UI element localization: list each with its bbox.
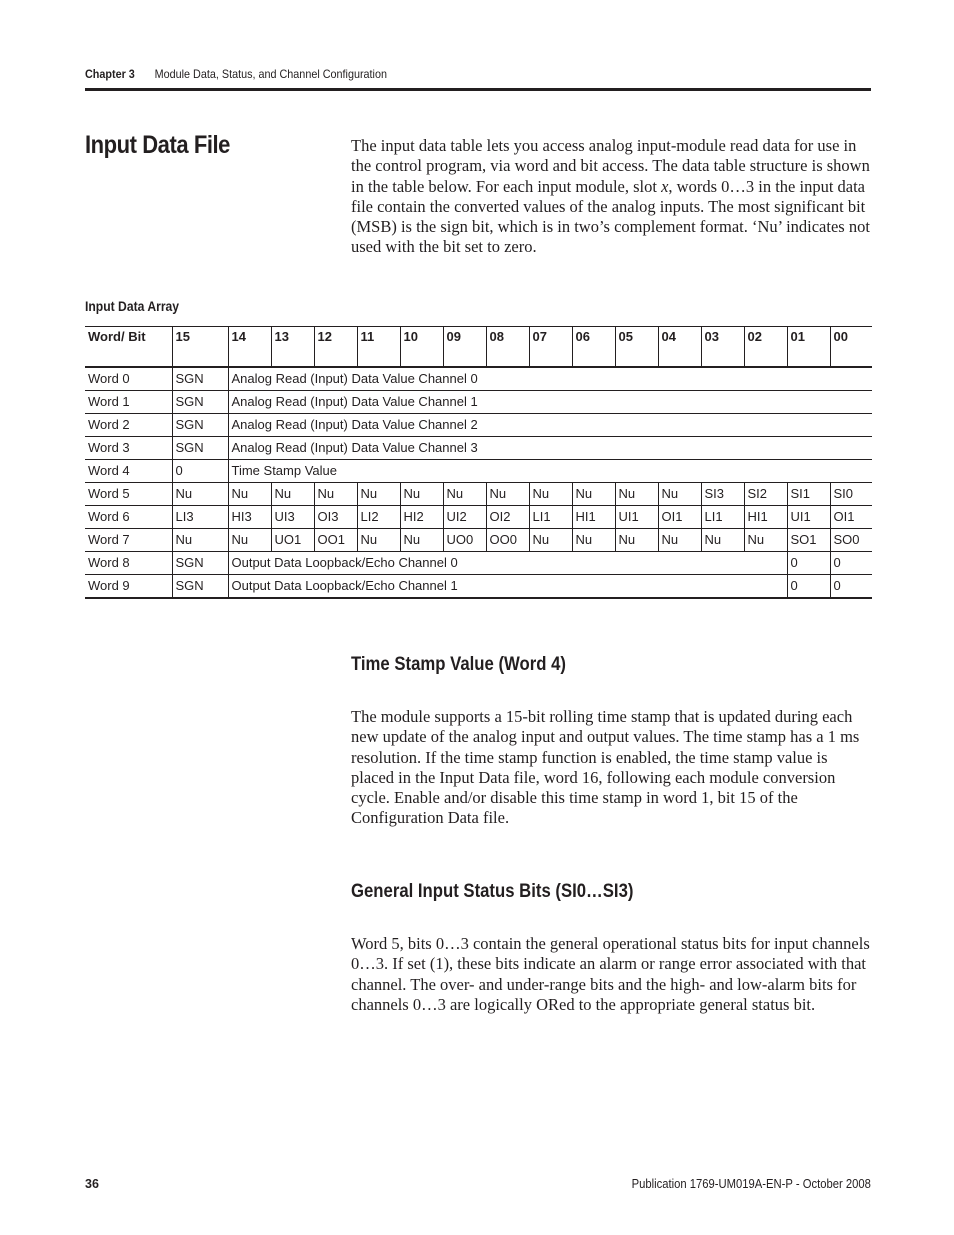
table-cell: HI3 — [228, 506, 271, 529]
chapter-title: Module Data, Status, and Channel Configuration — [154, 67, 387, 81]
table-cell: Nu — [529, 529, 572, 552]
table-cell: UI3 — [271, 506, 314, 529]
table-cell: Nu — [744, 529, 787, 552]
row-label-cell: Word 8 — [85, 552, 172, 575]
header-cell-bit: 00 — [830, 327, 872, 368]
header-cell-bit: 01 — [787, 327, 830, 368]
intro-paragraph — [351, 136, 871, 258]
header-cell-bit: 12 — [314, 327, 357, 368]
table-cell: 0 — [830, 552, 872, 575]
table-cell: SO0 — [830, 529, 872, 552]
row-label-cell: Word 0 — [85, 367, 172, 391]
table-row — [85, 437, 872, 460]
table-cell: OI3 — [314, 506, 357, 529]
table-cell: SGN — [172, 367, 228, 391]
chapter-label: Chapter 3 — [85, 67, 135, 81]
table-body — [85, 367, 872, 598]
header-cell-bit: 07 — [529, 327, 572, 368]
table-cell: Analog Read (Input) Data Value Channel 2 — [228, 414, 872, 437]
header-cell-bit: 11 — [357, 327, 400, 368]
table-cell: SGN — [172, 552, 228, 575]
intro-slot-variable: x — [661, 176, 669, 196]
header-cell-bit: 05 — [615, 327, 658, 368]
table-cell: 0 — [787, 575, 830, 599]
row-label-cell: Word 1 — [85, 391, 172, 414]
table-cell: UI1 — [787, 506, 830, 529]
table-cell: OO0 — [486, 529, 529, 552]
table-cell: OI1 — [658, 506, 701, 529]
row-label-cell: Word 6 — [85, 506, 172, 529]
table-cell: Output Data Loopback/Echo Channel 1 — [228, 575, 787, 599]
header-cell-bit: 08 — [486, 327, 529, 368]
table-cell: OI1 — [830, 506, 872, 529]
table-cell: Nu — [357, 529, 400, 552]
table-cell: Nu — [658, 483, 701, 506]
table-cell: UI1 — [615, 506, 658, 529]
table-cell: SGN — [172, 575, 228, 599]
header-cell-word-bit: Word/ Bit — [85, 327, 172, 368]
header-cell-bit: 02 — [744, 327, 787, 368]
row-label-cell: Word 9 — [85, 575, 172, 599]
intro-text-1: The input data table lets you access analog input-module read data for use in the control program, via word and bit access. The data table structure is shown in the table below. For each input module, slot — [351, 136, 870, 196]
table-cell: Nu — [357, 483, 400, 506]
table-cell: Nu — [314, 483, 357, 506]
table-cell: SGN — [172, 414, 228, 437]
general-status-heading: General Input Status Bits (SI0…SI3) — [351, 881, 634, 902]
header-row — [85, 327, 872, 368]
table-cell: Nu — [572, 529, 615, 552]
row-label-cell: Word 5 — [85, 483, 172, 506]
table-cell: LI1 — [701, 506, 744, 529]
table-cell: UO1 — [271, 529, 314, 552]
table-cell: Nu — [172, 529, 228, 552]
table-cell: Nu — [615, 483, 658, 506]
publication-info: Publication 1769-UM019A-EN-P - October 2008 — [631, 1177, 871, 1191]
intro-text-2: , words 0…3 in the input data file contain the converted values of the analog inputs. The most significant bit (MSB) is the sign bit, which is in two’s complement format. ‘Nu’ indicates not used with the bit set to zero. — [351, 176, 870, 257]
header-cell-bit: 03 — [701, 327, 744, 368]
table-cell: Nu — [572, 483, 615, 506]
timestamp-heading: Time Stamp Value (Word 4) — [351, 654, 566, 675]
page-number: 36 — [85, 1177, 99, 1191]
table-cell: LI2 — [357, 506, 400, 529]
table-cell: Nu — [400, 529, 443, 552]
table-cell: Analog Read (Input) Data Value Channel 3 — [228, 437, 872, 460]
table-cell: Time Stamp Value — [228, 460, 872, 483]
table-cell: Nu — [400, 483, 443, 506]
table-row — [85, 575, 872, 599]
header-cell-bit: 04 — [658, 327, 701, 368]
table-cell: HI1 — [744, 506, 787, 529]
table-cell: SI0 — [830, 483, 872, 506]
table-cell: Nu — [701, 529, 744, 552]
row-label-cell: Word 4 — [85, 460, 172, 483]
table-row — [85, 414, 872, 437]
timestamp-paragraph: The module supports a 15-bit rolling time stamp that is updated during each new update of the analog input and output values. The time stamp has a 1 ms resolution. If the time stamp function is enabled, the time stamp value is placed in the Input Data file, word 16, following each module conversion cycle. Enable and/or disable this time stamp in word 1, bit 15 of the Configuration Data file. — [351, 707, 860, 828]
table-cell: HI2 — [400, 506, 443, 529]
table-cell: Nu — [228, 483, 271, 506]
table-cell: Nu — [486, 483, 529, 506]
table-cell: UO0 — [443, 529, 486, 552]
table-row — [85, 460, 872, 483]
table-cell: SGN — [172, 437, 228, 460]
table-cell: OI2 — [486, 506, 529, 529]
table-cell: Nu — [228, 529, 271, 552]
table-cell: Nu — [271, 483, 314, 506]
table-cell: LI1 — [529, 506, 572, 529]
header-rule — [85, 88, 871, 91]
row-label-cell: Word 3 — [85, 437, 172, 460]
running-header — [85, 67, 387, 81]
table-cell: Analog Read (Input) Data Value Channel 0 — [228, 367, 872, 391]
table-row — [85, 552, 872, 575]
table-cell: HI1 — [572, 506, 615, 529]
header-cell-bit: 10 — [400, 327, 443, 368]
table-cell: SI2 — [744, 483, 787, 506]
table-row — [85, 529, 872, 552]
table-cell: LI3 — [172, 506, 228, 529]
table-cell: Nu — [658, 529, 701, 552]
table-row — [85, 391, 872, 414]
table-cell: OO1 — [314, 529, 357, 552]
table-cell: Nu — [443, 483, 486, 506]
table-cell: SI3 — [701, 483, 744, 506]
table-cell: SGN — [172, 391, 228, 414]
table-cell: 0 — [787, 552, 830, 575]
table-row — [85, 367, 872, 391]
table-cell: Output Data Loopback/Echo Channel 0 — [228, 552, 787, 575]
table-title: Input Data Array — [85, 299, 180, 314]
table-cell: 0 — [172, 460, 228, 483]
table-cell: Nu — [529, 483, 572, 506]
table-cell: SO1 — [787, 529, 830, 552]
table-cell: Nu — [172, 483, 228, 506]
table-cell: Analog Read (Input) Data Value Channel 1 — [228, 391, 872, 414]
header-cell-bit: 06 — [572, 327, 615, 368]
input-data-array-table — [85, 326, 872, 599]
general-status-paragraph: Word 5, bits 0…3 contain the general operational status bits for input channels 0…3. If set (1), these bits indicate an alarm or range error associated with that channel. The over- and under-range bits and the high- and low-alarm bits for channels 0…3 are logically ORed to the appropriate general status bit. — [351, 934, 870, 1014]
header-cell-bit: 13 — [271, 327, 314, 368]
section-title: Input Data File — [85, 131, 230, 159]
header-cell-bit: 15 — [172, 327, 228, 368]
table-cell: Nu — [615, 529, 658, 552]
table-cell: 0 — [830, 575, 872, 599]
table-row — [85, 506, 872, 529]
header-cell-bit: 09 — [443, 327, 486, 368]
table-header — [85, 327, 872, 368]
table-row — [85, 483, 872, 506]
header-cell-bit: 14 — [228, 327, 271, 368]
row-label-cell: Word 7 — [85, 529, 172, 552]
table-cell: UI2 — [443, 506, 486, 529]
table-cell: SI1 — [787, 483, 830, 506]
row-label-cell: Word 2 — [85, 414, 172, 437]
